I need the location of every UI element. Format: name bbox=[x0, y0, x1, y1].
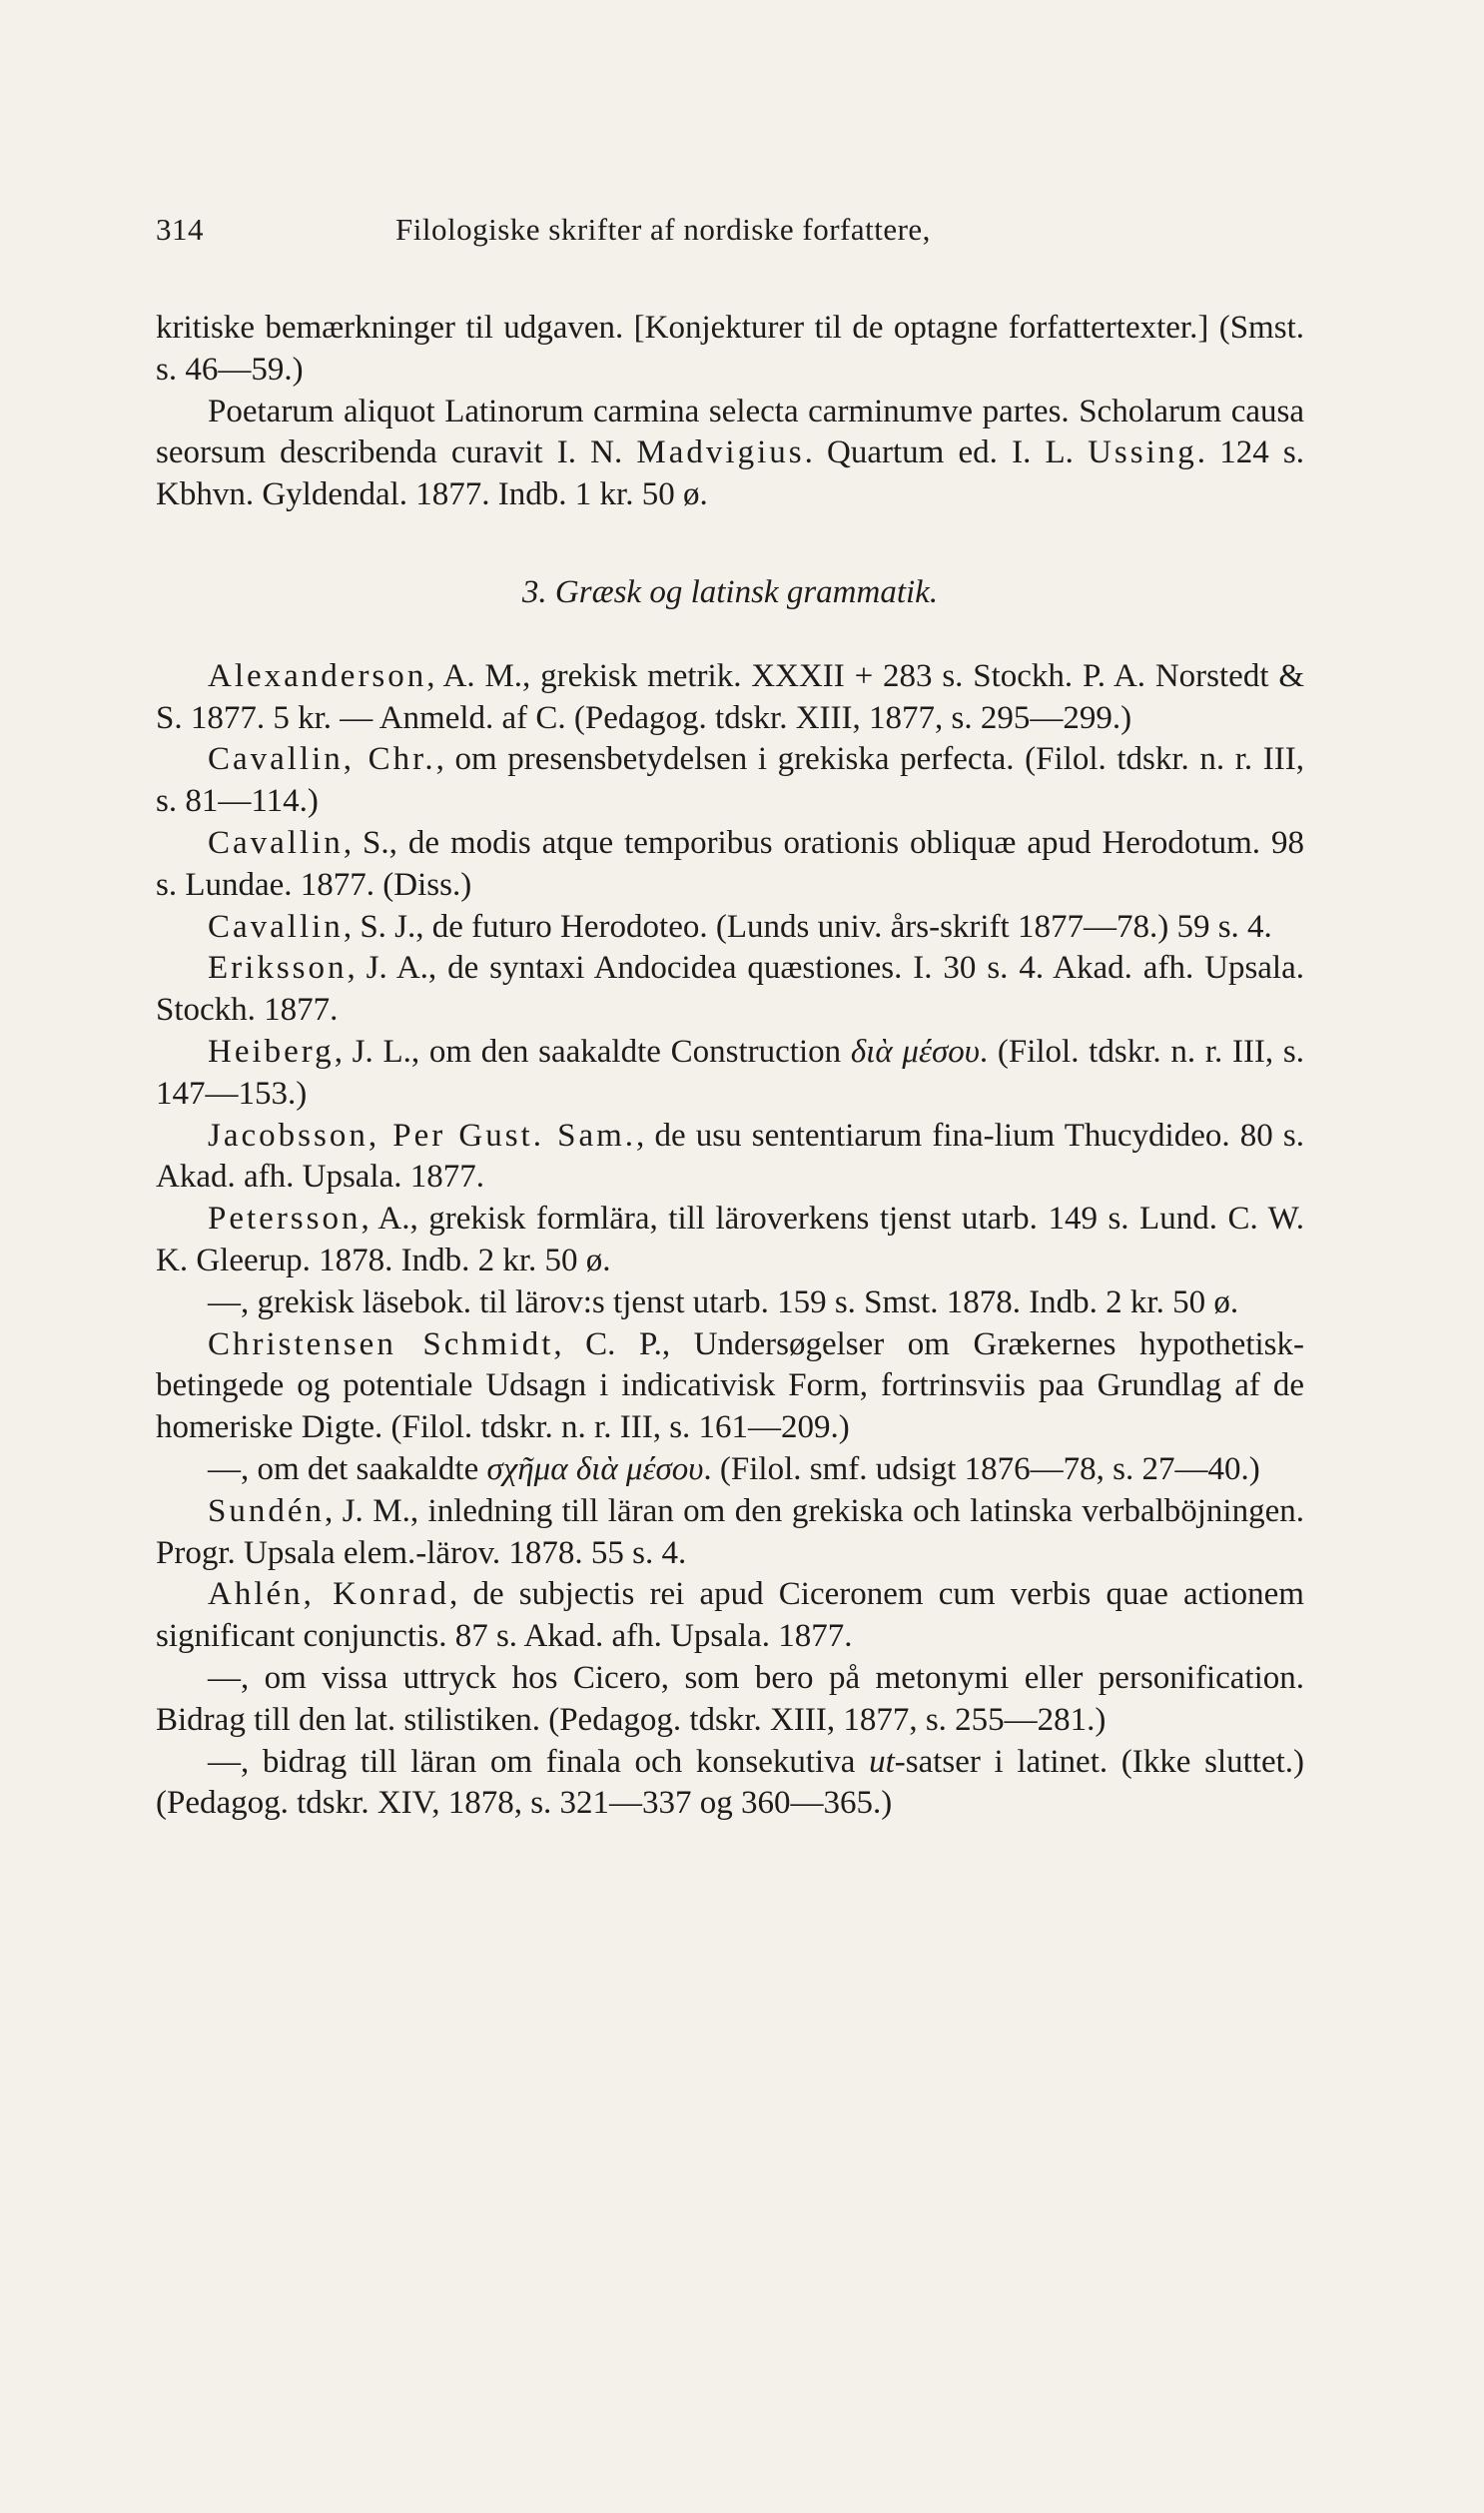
bibliography-entry bbox=[156, 1324, 1304, 1449]
entry-author: Cavallin bbox=[208, 908, 344, 945]
entry-author: Ahlén, Konrad bbox=[208, 1576, 450, 1613]
entry-author: Heiberg bbox=[208, 1033, 335, 1070]
bibliography-entry bbox=[156, 948, 1304, 1032]
entry-text: , J. M., inledning till läran om den grekiska och latinska verbalböjningen. Progr. Upsala elem.-lärov. 1878. 55 s. 4. bbox=[156, 1492, 1304, 1571]
entry-text: —, om vissa uttryck hos Cicero, som bero på metonymi eller personification. Bidrag till den lat. stilistiken. (Pedagog. tdskr. XIII, 1877, s. 255—281.) bbox=[156, 1659, 1304, 1738]
bibliography-entry bbox=[156, 1449, 1304, 1491]
entry-text: , A., grekisk formlära, till läroverkens tjenst utarb. 149 s. Lund. C. W. K. Gleerup. 1878. Indb. 2 kr. 50 ø. bbox=[156, 1201, 1304, 1278]
bibliography-entry bbox=[156, 1574, 1304, 1658]
entry-text: , om presensbetydelsen i grekiska perfecta. (Filol. tdskr. n. r. III, s. 81—114.) bbox=[156, 741, 1304, 820]
entry-author: Sundén bbox=[208, 1492, 325, 1529]
bibliography-entry bbox=[156, 907, 1304, 949]
entry-greek-phrase: διὰ μέσου bbox=[850, 1033, 980, 1070]
entry-author-name: Madvigius bbox=[636, 434, 805, 471]
entry-text: , C. P., Undersøgelser om Grækernes hypothetisk-betingede og potentiale Udsagn i indicativisk Form, fortrinsviis paa Grundlag af de homeriske Digte. (Filol. tdskr. n. r. III, s. 161—209.) bbox=[156, 1325, 1304, 1446]
running-title: Filologiske skrifter af nordiske forfattere, bbox=[395, 212, 931, 247]
entry-text: . 124 s. Kbhvn. Gyldendal. 1877. Indb. 1 kr. 50 ø. bbox=[156, 434, 1304, 513]
bibliography-entry bbox=[156, 739, 1304, 823]
entry-greek-phrase: ut bbox=[869, 1743, 895, 1780]
entry-text: —, grekisk läsebok. til lärov:s tjenst utarb. 159 s. Smst. 1878. Indb. 2 kr. 50 ø. bbox=[208, 1283, 1239, 1320]
entry-text: . (Filol. smf. udsigt 1876—78, s. 27—40.) bbox=[703, 1450, 1260, 1487]
section-number: 3. bbox=[521, 573, 547, 610]
entry-list bbox=[156, 656, 1304, 1825]
entry-author: Cavallin bbox=[208, 824, 344, 861]
entry-author: Jacobsson, Per Gust. Sam. bbox=[208, 1117, 637, 1154]
entry-continuation bbox=[156, 308, 1304, 392]
entry-author: Eriksson bbox=[208, 950, 348, 987]
body-text bbox=[156, 308, 1304, 1825]
bibliography-entry bbox=[156, 1116, 1304, 1200]
entry-text: , S. J., de futuro Herodoteo. (Lunds univ. års-skrift 1877—78.) 59 s. 4. bbox=[343, 908, 1272, 945]
entry-text: , J. L., om den saakaldte Construction bbox=[334, 1033, 851, 1070]
entry-text: -satser i latinet. (Ikke sluttet.) (Pedagog. tdskr. XIV, 1878, s. 321—337 og 360—365.) bbox=[156, 1743, 1305, 1822]
entry-text: , de subjectis rei apud Ciceronem cum verbis quae actionem significant conjunctis. 87 s. Akad. afh. Upsala. 1877. bbox=[156, 1576, 1304, 1655]
entry-text: kritiske bemærkninger til udgaven. [Konjekturer til de optagne forfattertexter.] (Smst. s. 46—59.) bbox=[156, 310, 1304, 388]
bibliography-entry bbox=[156, 1491, 1304, 1575]
bibliography-entry bbox=[156, 1658, 1304, 1742]
entry-text: , J. A., de syntaxi Andocidea quæstiones. I. 30 s. 4. Akad. afh. Upsala. Stockh. 1877. bbox=[156, 950, 1304, 1029]
section-title: Græsk og latinsk grammatik. bbox=[554, 573, 939, 610]
entry-text: . Quartum ed. I. L. bbox=[804, 434, 1089, 471]
bibliography-entry bbox=[156, 1199, 1304, 1282]
entry-text: , S., de modis atque temporibus orationis obliquæ apud Herodotum. 98 s. Lundae. 1877. (Diss.) bbox=[156, 824, 1304, 903]
entry-author: Alexanderson bbox=[208, 657, 427, 694]
bibliography-entry bbox=[156, 823, 1304, 907]
bibliography-entry bbox=[156, 1742, 1304, 1826]
entry-text: , A. M., grekisk metrik. XXXII + 283 s. Stockh. P. A. Norstedt & S. 1877. 5 kr. — Anmeld. af C. (Pedagog. tdskr. XIII, 1877, s. 295—299.) bbox=[156, 657, 1304, 736]
running-header bbox=[156, 212, 1304, 248]
entry-author: Christensen Schmidt bbox=[208, 1325, 554, 1362]
bibliography-entry bbox=[156, 656, 1304, 740]
entry-author: Cavallin, Chr. bbox=[208, 741, 436, 778]
section-heading bbox=[156, 572, 1304, 614]
entry-author-name: Ussing bbox=[1088, 434, 1197, 471]
entry-text: Poetarum aliquot Latinorum carmina selecta carminumve partes. Scholarum causa seorsum describenda curavit I. N. bbox=[156, 393, 1304, 471]
entry-text: —, om det saakaldte bbox=[208, 1450, 487, 1487]
entry-text: . (Filol. tdskr. n. r. III, s. 147—153.) bbox=[156, 1033, 1304, 1112]
entry-author: Petersson bbox=[208, 1201, 362, 1238]
bibliography-entry bbox=[156, 1282, 1304, 1324]
entry-text: —, bidrag till läran om finala och konsekutiva bbox=[208, 1743, 870, 1780]
entry-greek-phrase: σχῆμα διὰ μέσου bbox=[486, 1450, 704, 1487]
bibliography-entry bbox=[156, 1032, 1304, 1116]
page-number: 314 bbox=[156, 212, 204, 247]
entry-text: , de usu sententiarum fina-lium Thucydideo. 80 s. Akad. afh. Upsala. 1877. bbox=[156, 1117, 1304, 1196]
bibliography-entry bbox=[156, 392, 1304, 516]
